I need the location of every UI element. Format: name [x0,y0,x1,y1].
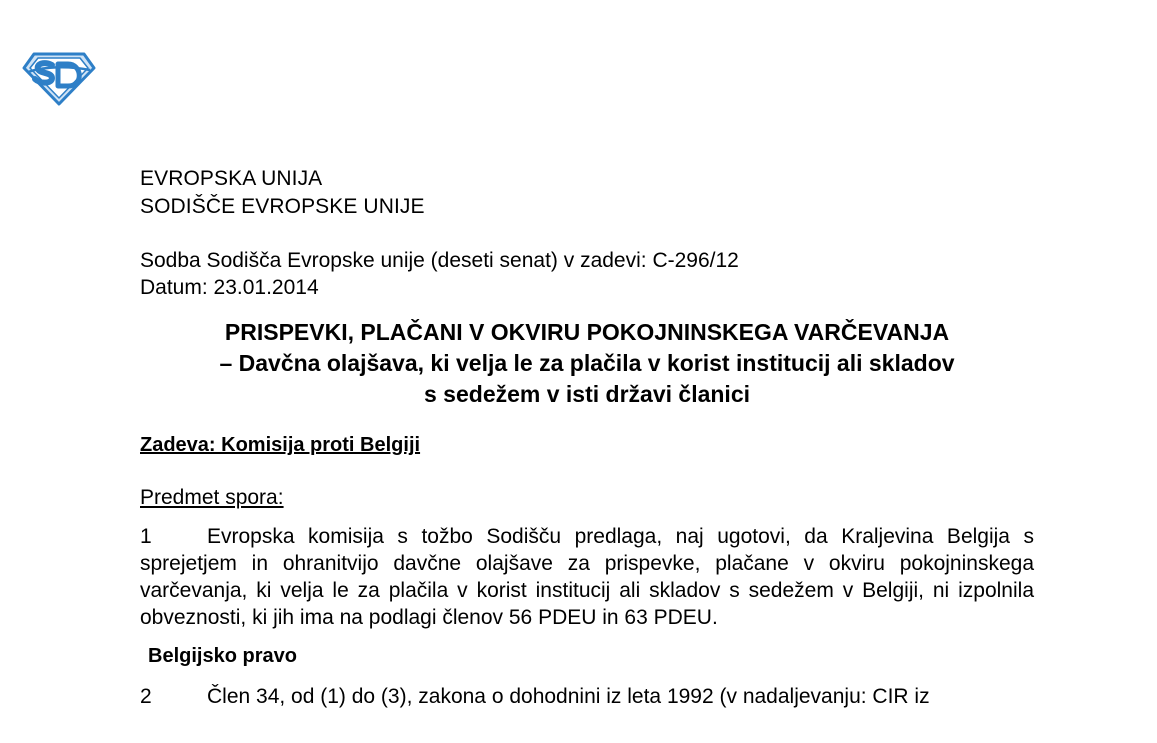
headline-line-1: PRISPEVKI, PLAČANI V OKVIRU POKOJNINSKEGA VARČEVANJA [224,319,950,345]
paragraph-number: 2 [140,685,152,708]
judgment-headline [140,317,1034,410]
paragraph-text: Člen 34, od (1) do (3), zakona o dohodnini iz leta 1992 (v nadaljevanju: CIR iz [207,685,930,708]
court-header [140,165,1034,221]
numbered-paragraph [140,523,1034,631]
numbered-paragraph-cut [140,683,1034,710]
union-name: EVROPSKA UNIJA [140,167,323,190]
judgment-meta [140,247,1034,301]
headline-line-2: – Davčna olajšava, ki velja le za plačila v korist institucij ali skladov [219,350,955,376]
judgment-reference: Sodba Sodišča Evropske unije (deseti senat) v zadevi: C-296/12 [140,249,739,272]
case-title: Zadeva: Komisija proti Belgiji [140,434,421,456]
headline-line-3: s sedežem v isti državi članici [424,381,750,407]
document-page [140,165,1034,710]
court-name: SODIŠČE EVROPSKE UNIJE [140,195,425,218]
section-heading: Belgijsko pravo [148,645,297,667]
paragraph-number: 1 [140,525,152,548]
paragraph-text: Evropska komisija s tožbo Sodišču predlaga, naj ugotovi, da Kraljevina Belgija s sprejetjem in ohranitvijo davčne olajšave za prispevke, plačane v okviru pokojninskega varčevanja, ki velja le za plačila v korist institucij ali skladov s sedežem v Belgiji, ni izpolnila obveznosti, ki jih ima na podlagi členov 56 PDEU in 63 PDEU. [140,525,1034,629]
judgment-date: Datum: 23.01.2014 [140,276,319,299]
subject-heading: Predmet spora: [140,486,284,509]
sd-diamond-logo-icon [22,48,96,106]
